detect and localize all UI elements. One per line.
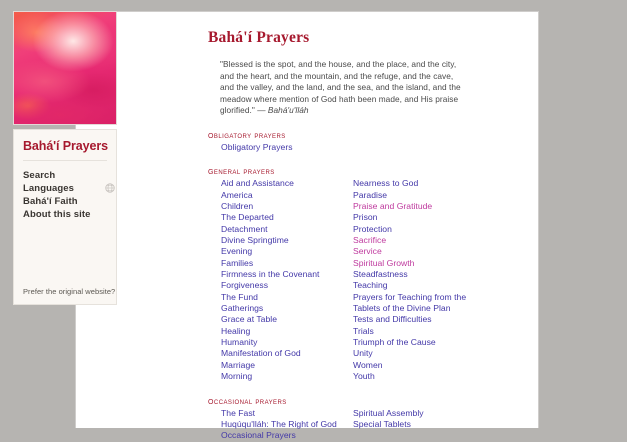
- prayer-link[interactable]: Huqúqu'lláh: The Right of God: [221, 418, 337, 429]
- sidebar-item-label: Bahá'í Faith: [23, 196, 78, 207]
- prayer-link[interactable]: The Fast: [221, 407, 256, 418]
- prayer-sections: [208, 130, 528, 442]
- section-general-prayers: [208, 166, 528, 382]
- prayer-link[interactable]: Firmness in the Covenant: [221, 269, 320, 280]
- prayer-link[interactable]: Detachment: [221, 223, 268, 234]
- column-right: [353, 408, 523, 442]
- column-left: [221, 408, 353, 442]
- main-content: [208, 29, 528, 442]
- prayer-link[interactable]: Families: [221, 257, 254, 268]
- section-occasional-prayers: [208, 396, 528, 442]
- prayer-link[interactable]: Children: [221, 201, 254, 211]
- sidebar-item-about-this-site[interactable]: [23, 208, 116, 221]
- prayer-link[interactable]: Paradise: [353, 189, 388, 200]
- column-right: [353, 142, 523, 153]
- sidebar-item-label: Languages: [23, 183, 75, 194]
- prayer-link[interactable]: Manifestation of God: [221, 348, 301, 359]
- prayer-link[interactable]: Grace at Table: [221, 314, 278, 325]
- blockquote: [220, 59, 466, 117]
- prayer-link[interactable]: Unity: [353, 348, 373, 359]
- prayer-link[interactable]: America: [221, 189, 253, 200]
- prayer-link[interactable]: Healing: [221, 325, 251, 336]
- sidebar-nav: [14, 161, 116, 221]
- prayer-link[interactable]: Steadfastness: [353, 269, 408, 280]
- prayer-link[interactable]: Spiritual Growth: [353, 257, 415, 268]
- prayer-link[interactable]: Trials: [353, 325, 374, 336]
- prayer-link[interactable]: Marriage: [221, 359, 256, 370]
- sidebar: [13, 11, 117, 305]
- prayer-link[interactable]: Teaching: [353, 280, 388, 291]
- quote-attribution: Bahá'u'lláh: [267, 105, 309, 116]
- prayer-link[interactable]: Youth: [353, 371, 375, 382]
- prayer-link[interactable]: Tests and Difficulties: [353, 314, 432, 325]
- page-title: Bahá'í Prayers: [208, 29, 310, 46]
- quote-text: "Blessed is the spot, and the house, and the place, and the city, and the heart, and the mountain, and the refuge, and the cave, and the valley, and the land, and the sea, and the island, and the meadow where mention of God hath been made, and His praise glorified." —: [220, 59, 461, 116]
- prayer-link[interactable]: Obligatory Prayers: [221, 141, 293, 152]
- sidebar-item-languages[interactable]: [23, 182, 116, 195]
- sidebar-site-title: Bahá'í Prayers: [23, 139, 108, 153]
- sidebar-item-search[interactable]: [23, 169, 116, 182]
- prayer-link[interactable]: Special Tablets: [353, 418, 411, 429]
- prayer-link[interactable]: Women: [353, 359, 383, 370]
- section-columns: [208, 408, 528, 442]
- prayer-link[interactable]: The Fund: [221, 291, 258, 302]
- prayer-link[interactable]: Protection: [353, 223, 392, 234]
- sidebar-item-bah-faith[interactable]: [23, 195, 116, 208]
- prayer-link[interactable]: Humanity: [221, 337, 258, 348]
- prayer-link[interactable]: Prison: [353, 212, 378, 223]
- column-left: [221, 178, 353, 382]
- section-obligatory-prayers: [208, 130, 528, 153]
- section-heading: general prayers: [208, 166, 275, 178]
- prayer-link[interactable]: Evening: [221, 246, 253, 257]
- section-heading: obligatory prayers: [208, 129, 286, 141]
- section-columns: [208, 178, 528, 382]
- prayer-link[interactable]: Nearness to God: [353, 178, 419, 189]
- section-heading: occasional prayers: [208, 395, 287, 407]
- prayer-link[interactable]: Morning: [221, 371, 253, 382]
- prayer-link[interactable]: The Departed: [221, 212, 274, 223]
- section-columns: [208, 142, 528, 153]
- prayer-link[interactable]: Praise and Gratitude: [353, 201, 433, 211]
- prayer-link[interactable]: Aid and Assistance: [221, 178, 294, 189]
- column-left: [221, 142, 353, 153]
- prayer-link[interactable]: Divine Springtime: [221, 235, 289, 246]
- prayer-link[interactable]: Occasional Prayers: [221, 430, 296, 441]
- prefer-original-website-link[interactable]: Prefer the original website?: [23, 287, 116, 296]
- prayer-link[interactable]: Spiritual Assembly: [353, 407, 424, 418]
- prayer-link[interactable]: Prayers for Teaching from the: [353, 291, 467, 302]
- globe-icon: [105, 183, 115, 193]
- prayer-link[interactable]: Forgiveness: [221, 280, 269, 291]
- sidebar-item-label: Search: [23, 170, 56, 181]
- prayer-link[interactable]: Service: [353, 246, 382, 257]
- prayer-link[interactable]: Sacrifice: [353, 235, 387, 246]
- rose-photo: [13, 11, 117, 125]
- sidebar-item-label: About this site: [23, 209, 91, 220]
- prayer-link[interactable]: Tablets of the Divine Plan: [353, 303, 451, 314]
- prayer-link[interactable]: Triumph of the Cause: [353, 337, 436, 348]
- column-right: [353, 178, 523, 382]
- prayer-link[interactable]: Gatherings: [221, 303, 264, 314]
- sidebar-panel: [13, 129, 117, 305]
